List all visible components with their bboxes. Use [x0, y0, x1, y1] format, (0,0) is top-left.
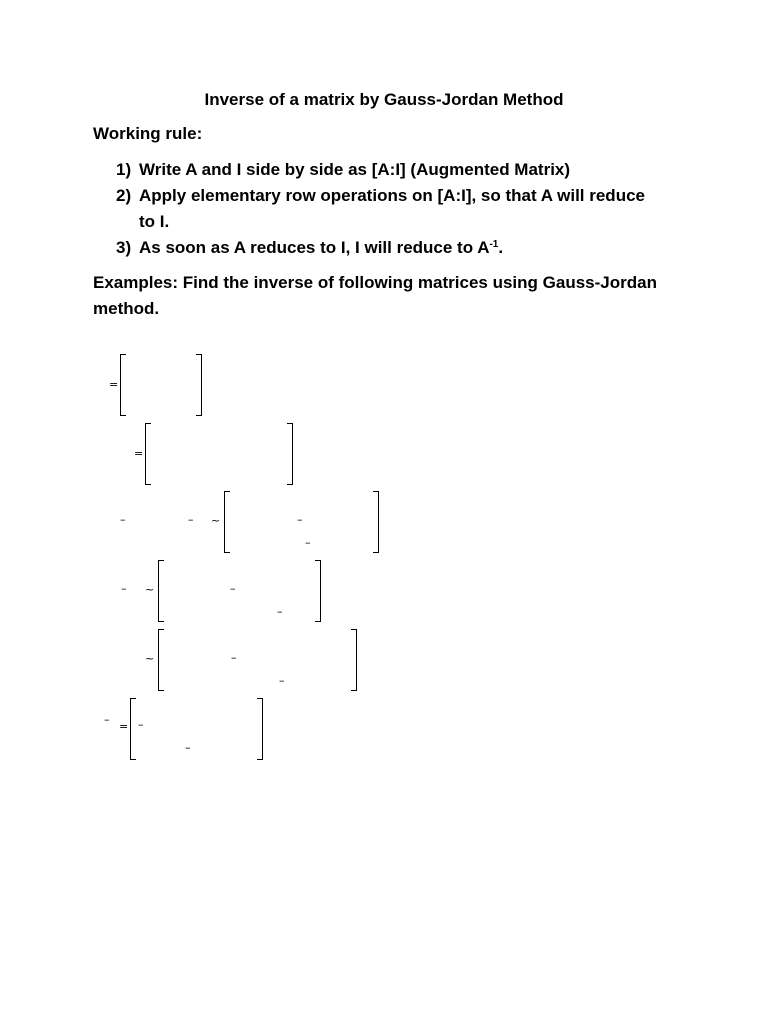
minus-sign: –	[104, 713, 110, 726]
minus-sign: –	[188, 513, 194, 526]
matrix-left-bracket	[224, 491, 230, 553]
equals-sign: =	[134, 447, 144, 460]
step-number: 2)	[116, 186, 132, 205]
minus-sign: –	[277, 605, 283, 618]
matrix-left-bracket	[145, 423, 151, 485]
page-title: Inverse of a matrix by Gauss-Jordan Method	[204, 90, 564, 109]
matrix-left-bracket	[130, 698, 136, 760]
inverse-superscript: -1	[489, 239, 499, 250]
equals-sign: =	[109, 378, 119, 391]
minus-sign: –	[305, 536, 311, 549]
examples-paragraph: Examples: Find the inverse of following matrices using Gauss-Jordan method.	[93, 273, 657, 318]
matrix-right-bracket	[373, 491, 379, 553]
minus-sign: –	[297, 513, 303, 526]
matrix-left-bracket	[158, 629, 164, 691]
tilde-sign: ~	[145, 652, 155, 665]
step-number: 3)	[116, 238, 132, 257]
matrix-right-bracket	[287, 423, 293, 485]
step-text: Apply elementary row operations on [A:I], so that A will reduce	[139, 186, 645, 205]
minus-sign: –	[121, 582, 127, 595]
step-text-tail: .	[498, 238, 504, 257]
tilde-sign: ~	[211, 514, 221, 527]
step-text-continuation: to I.	[139, 212, 170, 231]
rule-step-2	[116, 183, 696, 235]
matrix-left-bracket	[120, 354, 126, 416]
matrix-right-bracket	[351, 629, 357, 691]
minus-sign: –	[231, 651, 237, 664]
matrix-right-bracket	[315, 560, 321, 622]
tilde-sign: ~	[145, 583, 155, 596]
step-text: Write A and I side by side as [A:I] (Augmented Matrix)	[139, 160, 571, 179]
working-rule-heading: Working rule:	[93, 124, 203, 143]
minus-sign: –	[279, 674, 285, 687]
matrix-right-bracket	[196, 354, 202, 416]
rule-step-3	[116, 235, 696, 261]
step-text: As soon as A reduces to I, I will reduce to A	[139, 238, 490, 257]
minus-sign: –	[185, 741, 191, 754]
minus-sign: –	[120, 513, 126, 526]
minus-sign: –	[230, 582, 236, 595]
matrix-left-bracket	[158, 560, 164, 622]
rule-step-1	[116, 157, 696, 183]
matrix-right-bracket	[257, 698, 263, 760]
minus-sign: –	[138, 718, 144, 731]
step-number: 1)	[116, 160, 132, 179]
equals-sign: =	[119, 720, 129, 733]
